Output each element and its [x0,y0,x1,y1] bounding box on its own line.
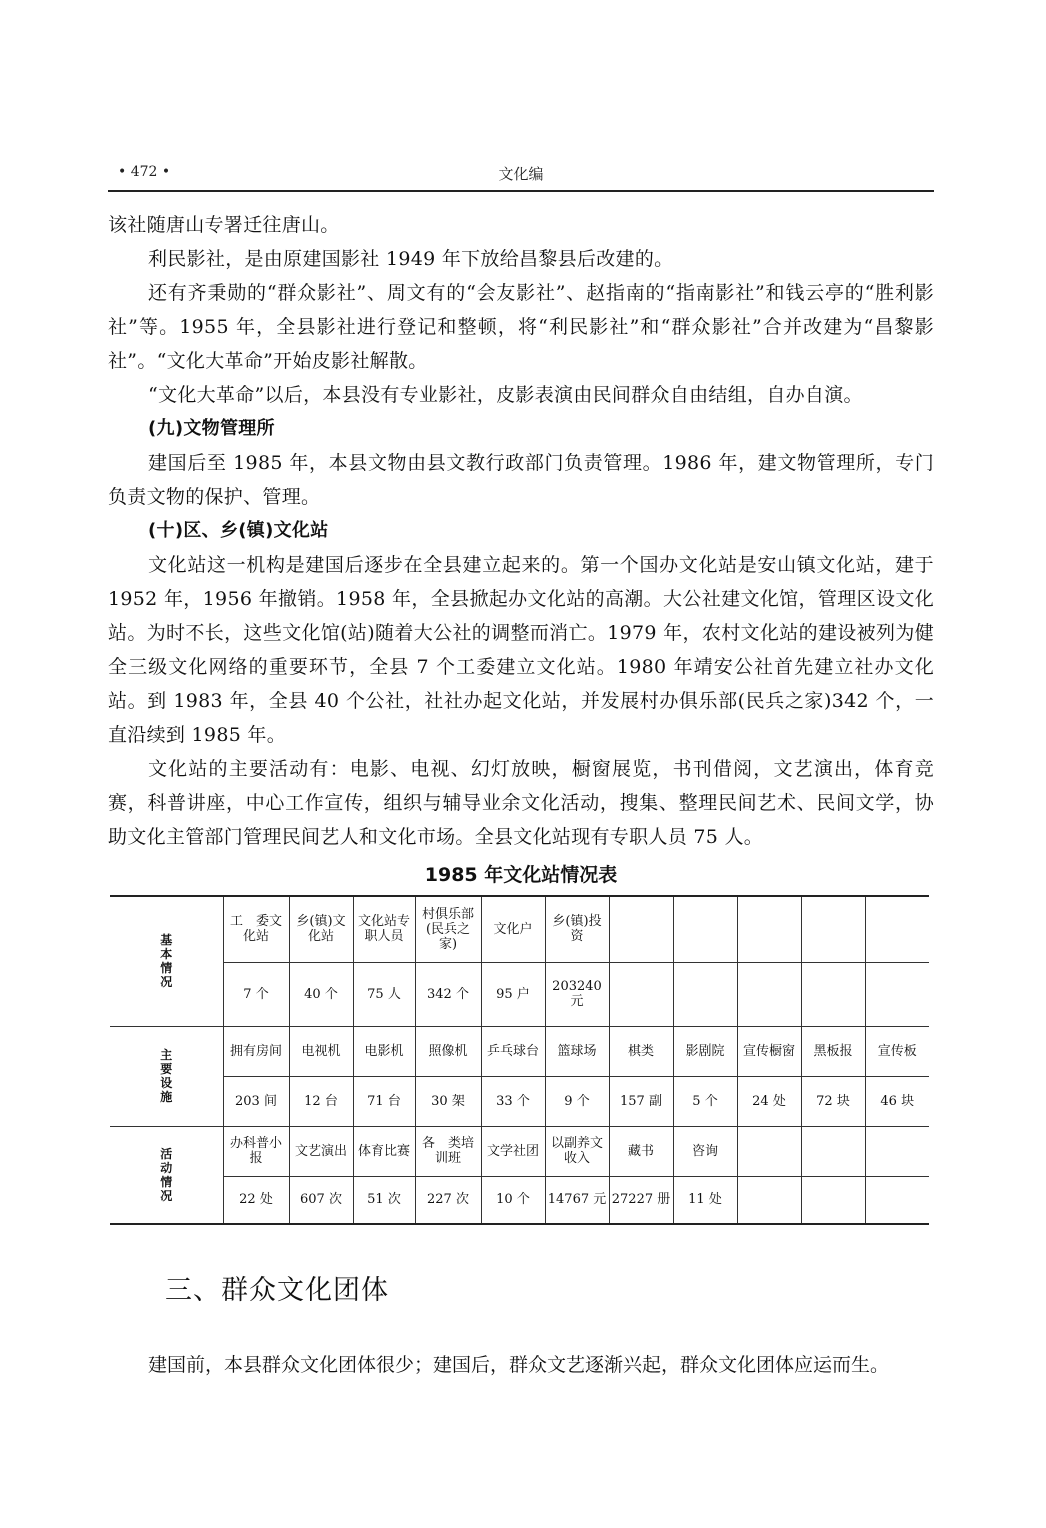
running-title: 文化编 [498,165,544,183]
header-cell: 照像机 [415,1026,481,1076]
value-cell [865,962,929,1026]
table-row [110,1026,929,1076]
category-cell: 活动情况 [110,1126,223,1224]
paragraph: 文化站这一机构是建国后逐步在全县建立起来的。第一个国办文化站是安山镇文化站，建于 1952 年，1956 年撤销。1958 年，全县掀起办文化站的高潮。大公社建文化馆，管理区设文化站。为时不长，这些文化馆(站)随着大公社的调整而消亡。1979 年，农村文化站的建设被列为健全三级文化网络的重要环节，全县 7 个工委建立文化站。1980 年靖安公社首先建立社办文化站。到 1983 年，全县 40 个公社，社社办起文化站，并发展村办俱乐部(民兵之家)342 个，一直沿续到 1985 年。 [108,554,934,746]
value-cell: 5 个 [673,1076,737,1126]
value-cell [609,962,673,1026]
header-cell [737,1126,801,1176]
subheading: (十)区、乡(镇)文化站 [148,520,329,541]
table-row [110,1126,929,1176]
paragraph: 该社随唐山专署迁往唐山。 [108,214,340,236]
header-cell: 各 类培训班 [415,1126,481,1176]
table-row [110,896,929,962]
value-cell: 342 个 [415,962,481,1026]
header-cell: 电影机 [353,1026,415,1076]
header-cell: 工 委文化站 [223,896,289,962]
header-cell: 棋类 [609,1026,673,1076]
header-cell: 宣传橱窗 [737,1026,801,1076]
value-cell [865,1176,929,1224]
header-cell: 体育比赛 [353,1126,415,1176]
value-cell: 46 块 [865,1076,929,1126]
category-cell: 主要设施 [110,1026,223,1126]
value-cell: 203240 元 [545,962,609,1026]
value-cell: 72 块 [801,1076,865,1126]
value-cell: 95 户 [481,962,545,1026]
subheading: (九)文物管理所 [148,418,275,439]
header-cell: 篮球场 [545,1026,609,1076]
value-cell [801,1176,865,1224]
header-cell: 文学社团 [481,1126,545,1176]
value-cell: 12 台 [289,1076,353,1126]
header-cell: 以副养文收入 [545,1126,609,1176]
value-cell: 227 次 [415,1176,481,1224]
table-row [110,962,929,1026]
station-stats-table [110,895,929,1225]
value-cell: 75 人 [353,962,415,1026]
value-cell: 22 处 [223,1176,289,1224]
section-heading: 三、群众文化团体 [165,1275,389,1306]
closing-paragraph: 建国前，本县群众文化团体很少；建国后，群众文艺逐渐兴起，群众文化团体应运而生。 [148,1354,890,1376]
value-cell: 71 台 [353,1076,415,1126]
header-cell [865,896,929,962]
header-cell: 文艺演出 [289,1126,353,1176]
category-cell: 基本情况 [110,896,223,1026]
value-cell: 14767 元 [545,1176,609,1224]
value-cell: 203 间 [223,1076,289,1126]
page-number: • 472 • [118,164,171,180]
value-cell [737,1176,801,1224]
page-header [108,162,934,186]
header-cell: 黑板报 [801,1026,865,1076]
header-cell: 拥有房间 [223,1026,289,1076]
header-cell: 电视机 [289,1026,353,1076]
value-cell: 30 架 [415,1076,481,1126]
header-cell: 乡(镇)投资 [545,896,609,962]
paragraph: 利民影社，是由原建国影社 1949 年下放给昌黎县后改建的。 [148,248,674,270]
header-cell: 藏书 [609,1126,673,1176]
value-cell [673,962,737,1026]
header-cell: 宣传板 [865,1026,929,1076]
header-cell: 文化户 [481,896,545,962]
header-cell [737,896,801,962]
value-cell: 51 次 [353,1176,415,1224]
paragraph: 还有齐秉勋的“群众影社”、周文有的“会友影社”、赵指南的“指南影社”和钱云亭的“胜利影社”等。1955 年，全县影社进行登记和整顿，将“利民影社”和“群众影社”合并改建为“昌黎影社”。“文化大革命”开始皮影社解散。 [108,282,934,372]
value-cell: 40 个 [289,962,353,1026]
value-cell: 11 处 [673,1176,737,1224]
value-cell: 24 处 [737,1076,801,1126]
header-cell [673,896,737,962]
header-cell [801,896,865,962]
header-cell: 乡(镇)文化站 [289,896,353,962]
header-cell [801,1126,865,1176]
header-cell: 影剧院 [673,1026,737,1076]
paragraph: 文化站的主要活动有：电影、电视、幻灯放映，橱窗展览，书刊借阅，文艺演出，体育竞赛，科普讲座，中心工作宣传，组织与辅导业余文化活动，搜集、整理民间艺术、民间文学，协助文化主管部门管理民间艺人和文化市场。全县文化站现有专职人员 75 人。 [108,758,934,848]
value-cell: 9 个 [545,1076,609,1126]
body-text [108,208,934,854]
paragraph: “文化大革命”以后，本县没有专业影社，皮影表演由民间群众自由结组，自办自演。 [148,384,863,406]
header-cell: 乒乓球台 [481,1026,545,1076]
value-cell: 607 次 [289,1176,353,1224]
header-cell: 村俱乐部(民兵之家) [415,896,481,962]
header-cell: 办科普小报 [223,1126,289,1176]
value-cell: 33 个 [481,1076,545,1126]
paragraph: 建国后至 1985 年，本县文物由县文教行政部门负责管理。1986 年，建文物管理所，专门负责文物的保护、管理。 [108,452,934,508]
header-cell [865,1126,929,1176]
value-cell [801,962,865,1026]
header-cell: 文化站专职人员 [353,896,415,962]
value-cell: 157 副 [609,1076,673,1126]
header-rule [108,190,934,192]
value-cell: 10 个 [481,1176,545,1224]
table-row [110,1176,929,1224]
table-title: 1985 年文化站情况表 [424,864,618,886]
value-cell [737,962,801,1026]
table-row [110,1076,929,1126]
header-cell [609,896,673,962]
value-cell: 7 个 [223,962,289,1026]
value-cell: 27227 册 [609,1176,673,1224]
header-cell: 咨询 [673,1126,737,1176]
